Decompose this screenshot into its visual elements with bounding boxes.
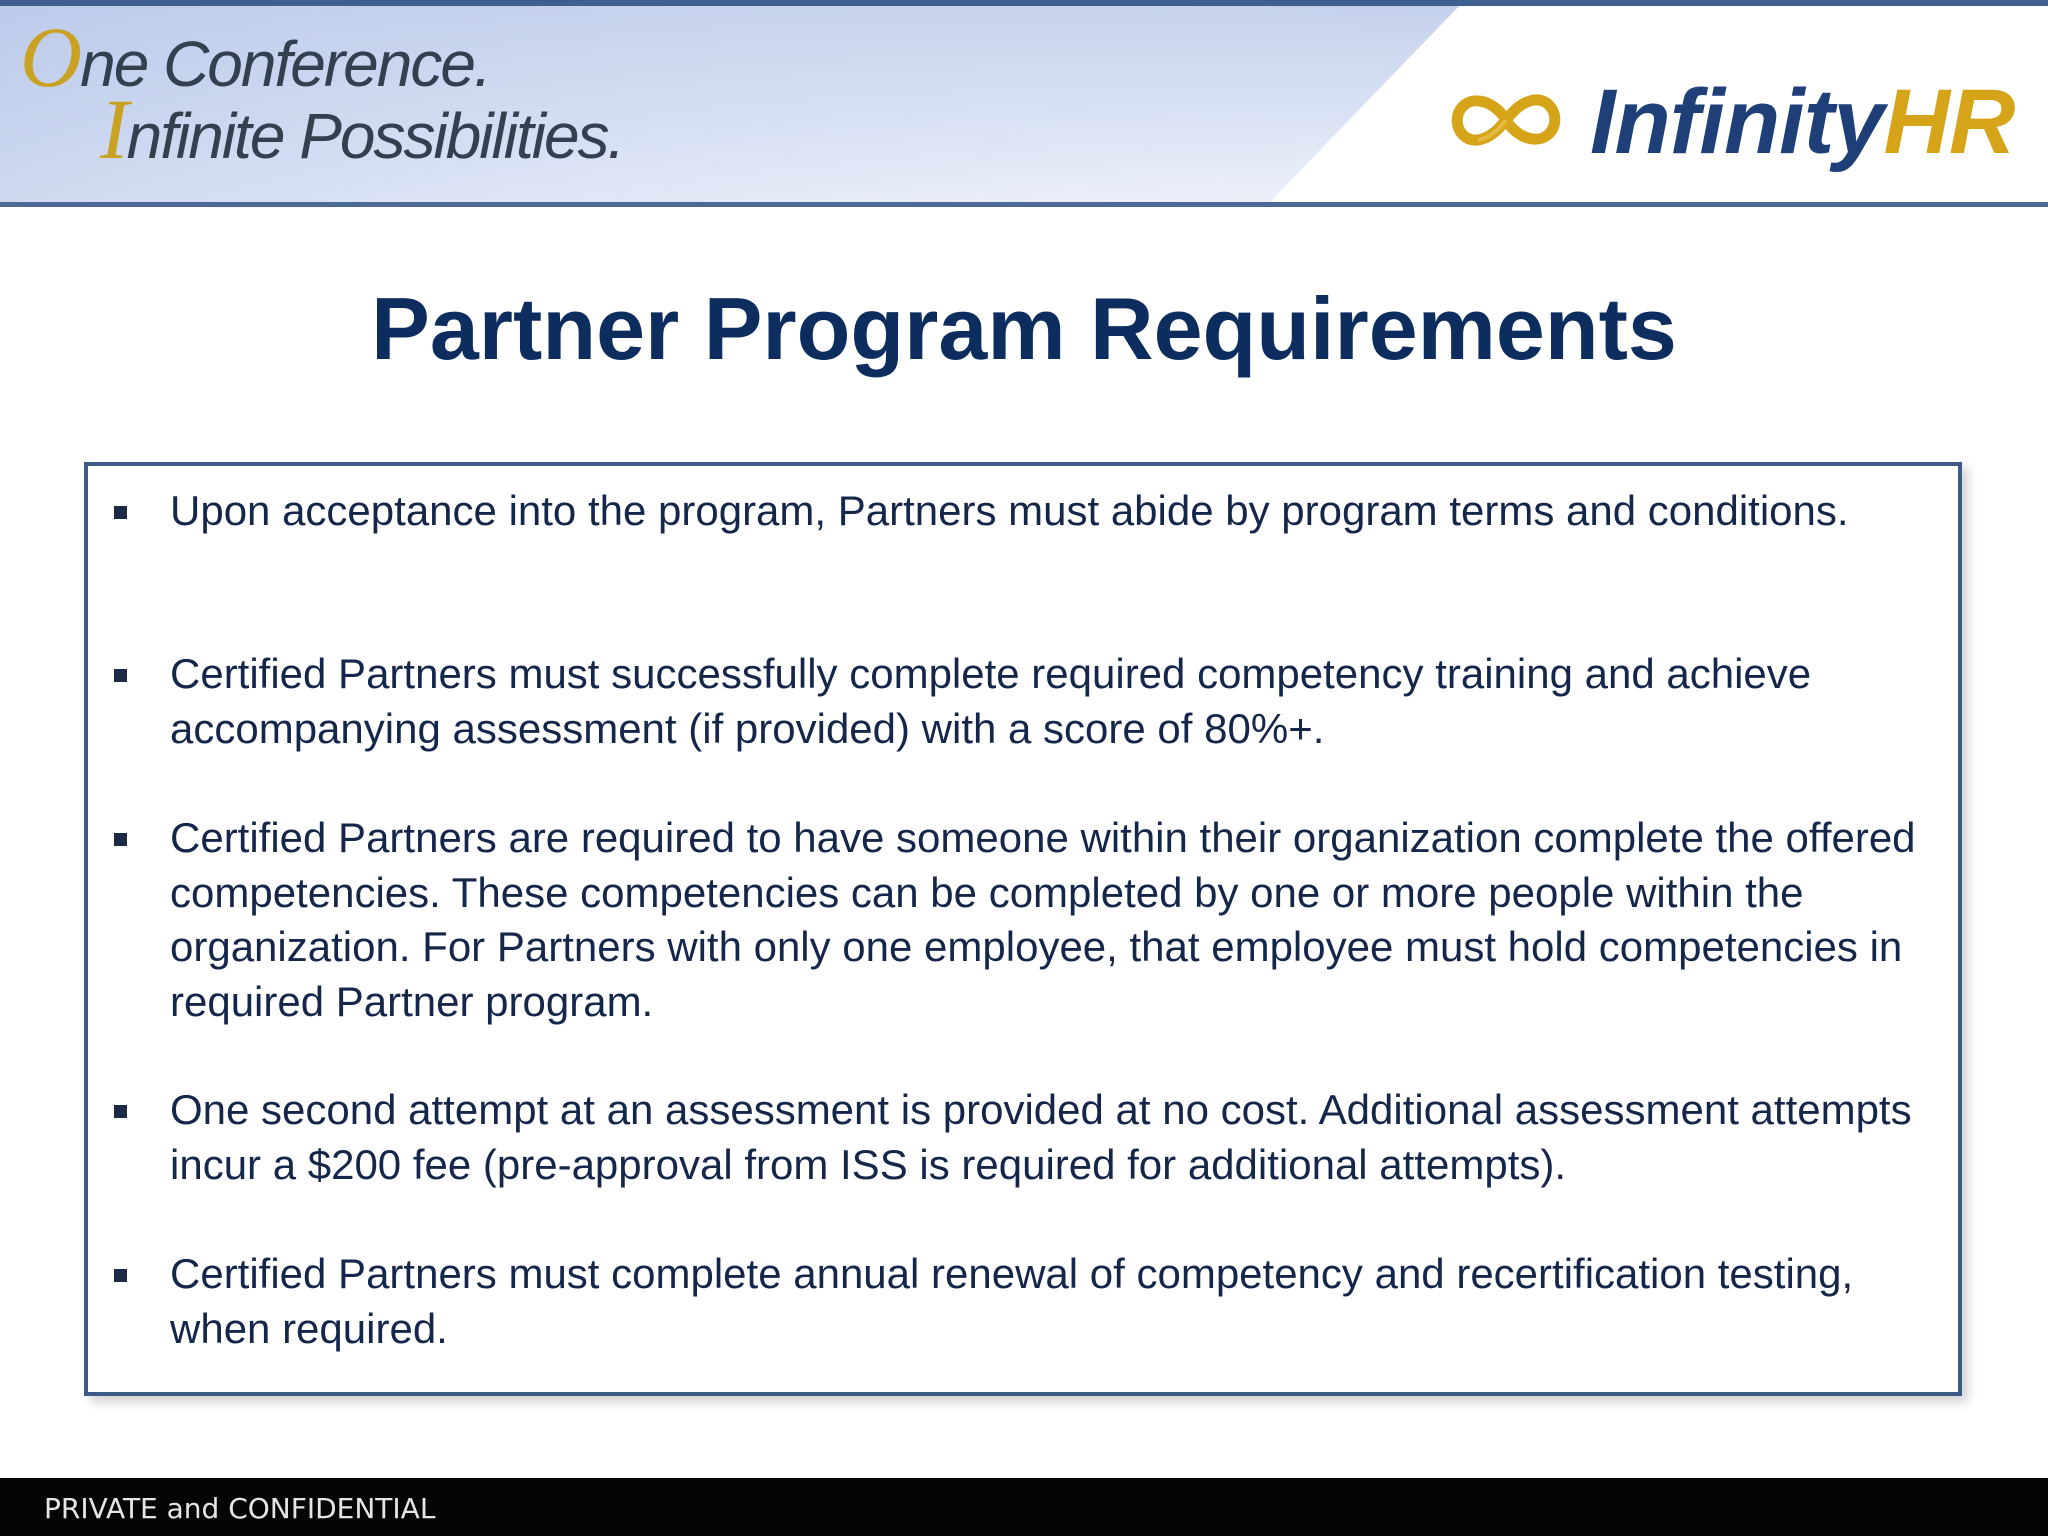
- tagline-line-2: [100, 81, 624, 177]
- brand-name: [1590, 72, 2014, 173]
- requirement-text: One second attempt at an assessment is provided at no cost. Additional assessment attempts incur a $200 fee (pre-approval from ISS is required for additional attempts).: [170, 1086, 1912, 1188]
- infinityhr-logo: [1448, 72, 2038, 182]
- header-banner: [0, 0, 2048, 210]
- square-bullet-icon: [114, 669, 127, 682]
- infinity-icon: [1448, 80, 1564, 160]
- conference-tagline: [20, 9, 720, 189]
- requirement-text: Certified Partners are required to have someone within their organization complete the offered competencies. These competencies can be completed by one or more people within the organization. For Partners with only one employee, that employee must hold competencies in required Partner program.: [170, 814, 1916, 1025]
- tagline-initial-o: O: [20, 9, 81, 105]
- requirements-box: [84, 462, 1962, 1396]
- tagline-text-2: nfinite Possibilities.: [126, 100, 624, 172]
- brand-word-hr: HR: [1883, 71, 2015, 173]
- requirement-text: Upon acceptance into the program, Partners must abide by program terms and conditions.: [170, 487, 1849, 534]
- square-bullet-icon: [114, 833, 127, 846]
- slide-title: Partner Program Requirements: [371, 279, 1677, 378]
- requirement-text: Certified Partners must complete annual renewal of competency and recertification testing, when required.: [170, 1250, 1854, 1352]
- footer-bar: [0, 1478, 2048, 1536]
- confidentiality-label: PRIVATE and CONFIDENTIAL: [44, 1492, 436, 1525]
- tagline-text-1: ne Conference.: [80, 28, 490, 100]
- brand-word-infinity: Infinity: [1590, 71, 1884, 173]
- square-bullet-icon: [114, 1105, 127, 1118]
- square-bullet-icon: [114, 506, 127, 519]
- square-bullet-icon: [114, 1269, 127, 1282]
- requirement-text: Certified Partners must successfully complete required competency training and achieve accompanying assessment (if provided) with a score of 80%+.: [170, 650, 1812, 752]
- tagline-initial-i: I: [100, 81, 127, 177]
